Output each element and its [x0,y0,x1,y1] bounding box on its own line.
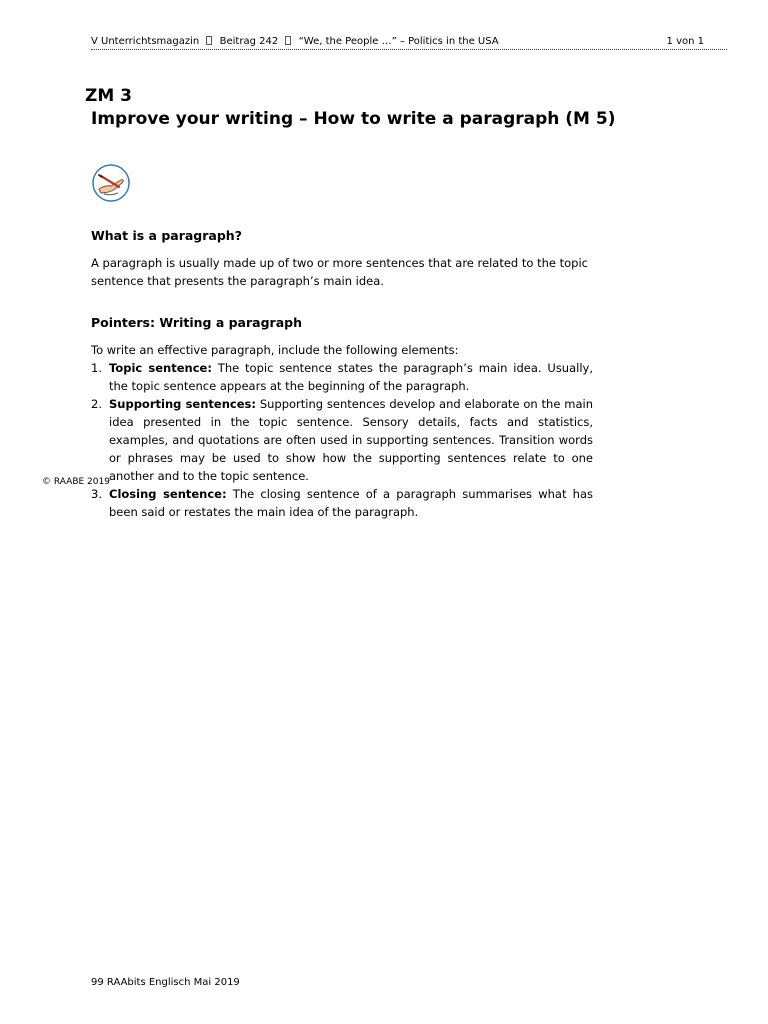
page-header [91,35,727,50]
list-item-term: Supporting sentences: [109,397,256,411]
zm-label: ZM 3 [85,86,132,106]
copyright-notice: © RAABE 2019 [42,477,110,487]
header-breadcrumb [91,35,499,48]
page-number: 1 von 1 [666,36,704,47]
list-item-number: 1. [91,361,102,375]
header-magazine: V Unterrichtsmagazin [91,36,200,47]
section-text-what-is-paragraph: A paragraph is usually made up of two or more sentences that are related to the topic sentence that presents the paragraph’s main idea. [91,256,588,288]
writing-hand-icon [91,163,131,203]
page-title: Improve your writing – How to write a paragraph (M 5) [91,109,616,129]
list-item-term: Topic sentence: [109,361,212,375]
separator-box-icon [206,36,212,45]
separator-box-icon [285,36,291,45]
list-item-number: 3. [91,487,102,501]
page-footer: 99 RAAbits Englisch Mai 2019 [91,977,240,988]
header-topic: “We, the People …” – Politics in the USA [298,36,499,47]
list-item [91,485,593,521]
list-item-text: The topic sentence states the paragraph’s main idea. Usually, the topic sentence appears at the beginning of the paragraph. [109,361,593,393]
list-item-text: Supporting sentences develop and elaborate on the main idea presented in the topic sentence. Sensory details, facts and statistics, examples, and quotations are often used in supporting sentences. Transition words or phrases may be used to show how the supporting sentences relate to one another and to the topic sentence. [109,397,594,483]
list-item [91,395,593,485]
section-heading-pointers: Pointers: Writing a paragraph [91,315,302,330]
pointers-list [91,359,593,521]
list-item-term: Closing sentence: [109,487,227,501]
header-contribution: Beitrag 242 [219,36,279,47]
list-item-number: 2. [91,397,102,411]
list-item [91,359,593,395]
list-item-text: The closing sentence of a paragraph summarises what has been said or restates the main idea of the paragraph. [109,487,594,519]
section-heading-what-is-paragraph: What is a paragraph? [91,228,242,243]
section-intro-pointers: To write an effective paragraph, include the following elements: [91,343,459,357]
